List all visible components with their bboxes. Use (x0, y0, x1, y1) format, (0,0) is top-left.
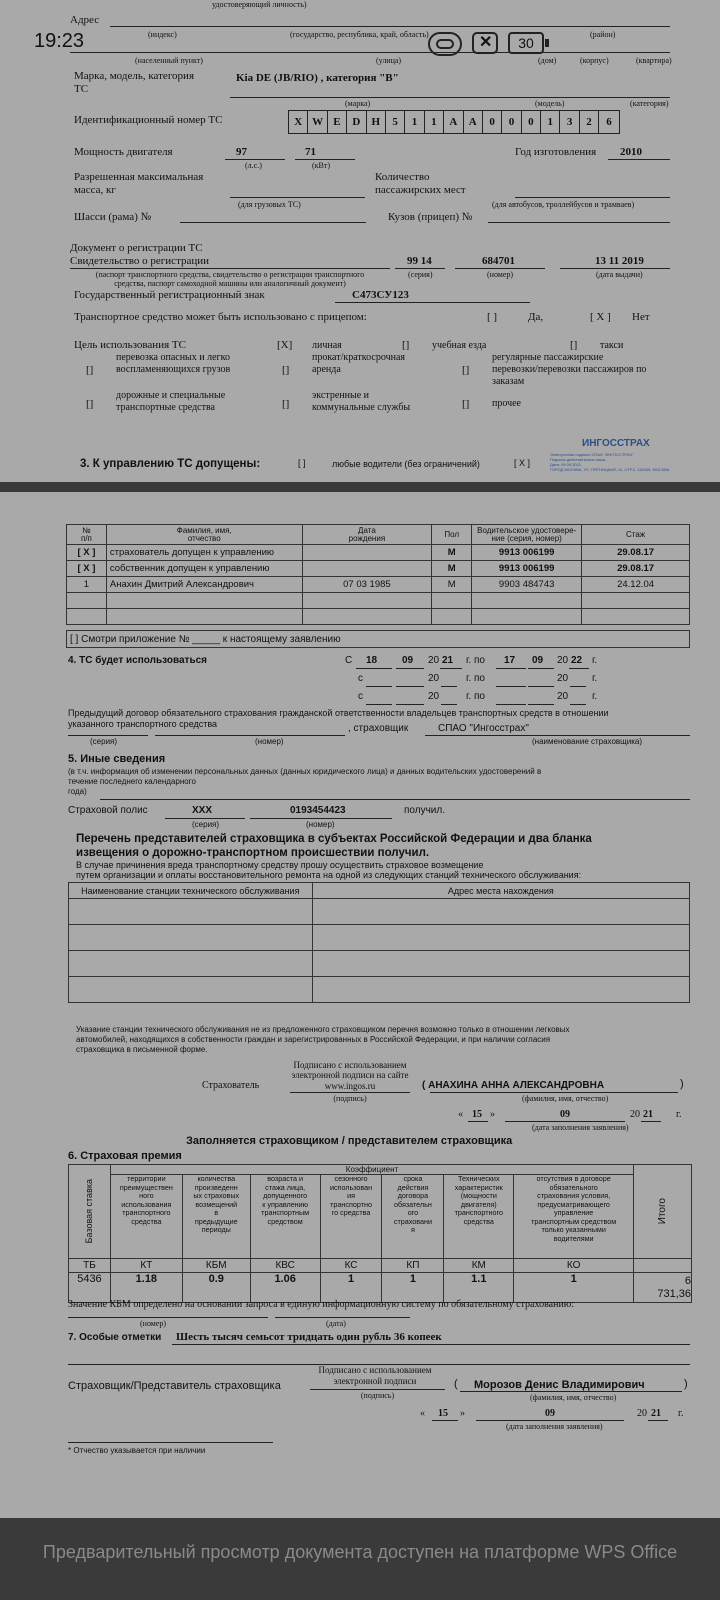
station-row (69, 899, 690, 925)
trailer-no: Нет (632, 311, 650, 323)
driver-cell (472, 593, 582, 609)
driver-cell (302, 593, 432, 609)
policy-number: 0193454423 (290, 805, 346, 816)
sign1-name-cap: (фамилия, имя, отчество) (522, 1094, 609, 1103)
prev-contract-insurer: СПАО "Ингосстрах" (438, 723, 529, 734)
purpose-road-box: [] (86, 398, 94, 410)
policy-cap-number: (номер) (306, 820, 335, 829)
driver-row (67, 545, 690, 561)
ingosstrakh-logo: ИНГОССТРАХ (582, 438, 650, 449)
kbm-text: Значение КБМ определено на основании запроса в единую информационную систему по обязательному страхованию: (68, 1299, 575, 1310)
sign1-year-prefix: 20 (630, 1109, 640, 1120)
policy-received: получил. (404, 805, 446, 816)
vin-char: 0 (502, 111, 521, 133)
total-label: Итого (657, 1198, 669, 1225)
sign1-site: www.ingos.ru (324, 1081, 376, 1091)
make-cap-model: (модель) (535, 99, 565, 108)
driver-row (67, 577, 690, 593)
driver-row (67, 609, 690, 625)
vin-char: D (347, 111, 366, 133)
sign1-name-close: ) (680, 1078, 684, 1090)
coef-value: 1.06 (250, 1273, 320, 1303)
seats-cap: (для автобусов, троллейбусов и трамваев) (492, 200, 635, 209)
period2-y1-prefix: 20 (428, 673, 440, 684)
coef-code: КП (382, 1259, 444, 1273)
status-time: 19:23 (34, 30, 85, 52)
coef-value: 1.1 (444, 1273, 514, 1303)
vin-char: 6 (606, 116, 612, 128)
drivers-col-license: Водительское удостовере- ние (серия, номер) (472, 525, 582, 545)
prev-cap-insurer: (наименование страховщика) (532, 737, 642, 746)
sign1-note: Подписано с использованием электронной подписи на сайте (291, 1060, 409, 1080)
power-cap-hp: (л.с.) (245, 161, 262, 170)
period3-y2-prefix: 20 (557, 691, 569, 702)
addr-cap-city: (населенный пункт) (135, 56, 203, 65)
period1-y2-prefix: 20 (557, 655, 569, 666)
period1-g: г. (592, 655, 598, 666)
driver-cell: 29.08.17 (582, 545, 690, 561)
sign1-day: 15 (472, 1109, 482, 1120)
purpose-rent: прокат/краткосрочная аренда (312, 352, 405, 375)
regdoc-cap-main: (паспорт транспортного средства, свидетельство о регистрации транспортного средства, паспорт самоходной машины или аналогичный документ) (95, 270, 365, 288)
battery-icon (508, 32, 544, 54)
coef-code: КМ (444, 1259, 514, 1273)
regdoc-number: 684701 (482, 255, 515, 267)
purpose-rent-box: [] (282, 364, 290, 376)
coef-desc: количества произведенн ых страховых возмещений в предыдущие периоды (182, 1175, 250, 1259)
battery-tip (545, 39, 549, 47)
period1-year2: 22 (571, 655, 583, 666)
coef-desc: сезонного использован ия транспортно го средства (320, 1175, 382, 1259)
reps-desc: В случае причинения вреда транспортному средству прошу осуществить страховое возмещение путем организации и оплаты восстановительного ремонта на одной из следующих станций технического обслуживания: (76, 860, 582, 880)
purpose-dangerous: перевозка опасных и легко воспламеняющихся грузов (116, 352, 231, 375)
section3-list-box: [ X ] (514, 458, 531, 468)
make-cap-brand: (марка) (345, 99, 371, 108)
purpose-other: прочее (492, 398, 521, 409)
purpose-label: Цель использования ТС (74, 339, 186, 351)
driver-cell: М (432, 577, 472, 593)
addr-cap-district: (район) (590, 30, 616, 39)
status-bar (0, 28, 720, 60)
wps-preview-banner[interactable]: Предварительный просмотр документа доступен на платформе WPS Office (42, 1542, 678, 1562)
coef-value: 1 (382, 1273, 444, 1303)
purpose-training-box: [] (402, 339, 410, 351)
sign2-date-close: » (460, 1408, 465, 1419)
coef-code: КТ (110, 1259, 182, 1273)
trailer-yes: Да, (528, 311, 544, 323)
plate-value: С473СУ123 (352, 289, 409, 301)
sign2-month: 09 (545, 1408, 555, 1419)
reps-title: Перечень представителей страховщика в субъектах Российской Федерации и два бланка извещения о дорожно-транспортном происшествии получил. (76, 833, 592, 859)
body-label: Кузов (прицеп) № (388, 211, 473, 223)
sign1-date-close: » (490, 1109, 495, 1120)
kbm-cap-date: (дата) (326, 1319, 346, 1328)
purpose-road: дорожные и специальные транспортные средства (116, 390, 226, 413)
plate-label: Государственный регистрационный знак (74, 289, 265, 301)
vin-char: A (444, 111, 463, 133)
section7-label: 7. Особые отметки (68, 1332, 162, 1343)
driver-cell (582, 593, 690, 609)
purpose-regular: регулярные пассажирские перевозки/перевозки пассажиров по заказам (492, 352, 647, 387)
appendix-note: [ ] Смотри приложение № _____ к настоящему заявлению (70, 634, 341, 645)
power-cap-kw: (кВт) (312, 161, 331, 170)
purpose-personal: личная (312, 340, 342, 351)
sign2-date-open: « (420, 1408, 425, 1419)
stations-col-name: Наименование станции технического обслуживания (69, 883, 313, 899)
period1-month2: 09 (532, 655, 544, 666)
document-page-bottom (0, 492, 720, 1518)
coef-value: 5436 (69, 1273, 111, 1303)
period1-s: С (345, 655, 353, 666)
close-box-icon: ✕ (472, 32, 498, 54)
coef-desc: возраста и стажа лица, допущенного к управлению транспортным средством (250, 1175, 320, 1259)
sign2-year-prefix: 20 (637, 1408, 647, 1419)
period3-y1-prefix: 20 (428, 691, 440, 702)
insurer-fill-title: Заполняется страховщиком / представителем страховщика (186, 1135, 513, 1147)
period3-s: с (358, 691, 363, 702)
drivers-col-exp: Стаж (582, 525, 690, 545)
period1-year1: 21 (442, 655, 454, 666)
driver-cell (106, 593, 302, 609)
purpose-taxi: такси (600, 340, 624, 351)
power-label: Мощность двигателя (74, 146, 173, 158)
driver-cell: 9913 006199 (472, 561, 582, 577)
total-header (634, 1165, 692, 1259)
regdoc-date: 13 11 2019 (595, 255, 644, 267)
year-label: Год изготовления (515, 146, 597, 158)
driver-cell (432, 593, 472, 609)
coef-desc: территории преимуществен ного использования транспортного средства (110, 1175, 182, 1259)
battery-level: 30 (518, 35, 534, 51)
sign1-name: ( АНАХИНА АННА АЛЕКСАНДРОВНА (422, 1080, 605, 1091)
sign2-note: Подписано с использованием электронной подписи (318, 1365, 432, 1386)
sign1-sign-cap: (подпись) (333, 1094, 367, 1103)
driver-cell: 9913 006199 (472, 545, 582, 561)
period1-to: г. по (466, 655, 485, 666)
regdoc-cap-number: (номер) (487, 270, 514, 279)
addr-cap-state: (государство, республика, край, область) (290, 30, 429, 39)
toggle-icon (428, 32, 462, 56)
driver-cell (302, 561, 432, 577)
driver-cell: Анахин Дмитрий Александрович (106, 577, 302, 593)
drivers-header-row (67, 525, 690, 545)
prev-cap-number: (номер) (255, 737, 284, 746)
mass-cap: (для грузовых ТС) (238, 200, 301, 209)
coef-header: Коэффициент (110, 1165, 633, 1175)
premium-table (68, 1164, 692, 1303)
driver-cell: [ X ] (67, 561, 107, 577)
base-rate-header (69, 1165, 111, 1259)
stations-col-address: Адрес места нахождения (312, 883, 689, 899)
period3-g: г. (592, 691, 598, 702)
sign1-date-cap: (дата заполнения заявления) (532, 1123, 629, 1132)
prev-cap-series: (серия) (90, 737, 118, 746)
period2-s: с (358, 673, 363, 684)
sign2-name: Морозов Денис Владимирович (474, 1379, 645, 1391)
period1-day1: 18 (366, 655, 378, 666)
purpose-emergency-box: [] (282, 398, 290, 410)
regdoc-cap-series: (серия) (408, 270, 433, 279)
station-row (69, 977, 690, 1003)
purpose-training: учебная езда (432, 340, 487, 351)
section3-any-box: [ ] (298, 458, 306, 468)
prev-contract-text: Предыдущий договор обязательного страхования гражданской ответственности владельцев транспортных средств в отношении указанного транспортного средства (68, 708, 609, 729)
period1-day2: 17 (504, 655, 516, 666)
period2-g: г. (592, 673, 598, 684)
document-page-top (0, 0, 720, 482)
section6-label: 6. Страховая премия (68, 1150, 182, 1162)
vin-char: 0 (483, 111, 502, 133)
sign2-name-cap: (фамилия, имя, отчество) (530, 1393, 617, 1402)
sign2-name-close: ) (684, 1378, 688, 1390)
sign1-month: 09 (560, 1109, 570, 1120)
vin-char: W (308, 111, 327, 133)
coef-desc: срока действия договора обязательн ого страховани я (382, 1175, 444, 1259)
footnote: * Отчество указывается при наличии (68, 1446, 206, 1455)
driver-cell: собственник допущен к управлению (106, 561, 302, 577)
drivers-col-name: Фамилия, имя, отчество (106, 525, 302, 545)
coef-value: 0.9 (182, 1273, 250, 1303)
addr-cap-index: (индекс) (148, 30, 177, 39)
period3-to: г. по (466, 691, 485, 702)
vin-char: 5 (386, 111, 405, 133)
section5-label: 5. Иные сведения (68, 753, 166, 765)
sign2-name-open: ( (454, 1378, 458, 1390)
vin-boxes (288, 110, 620, 134)
year-value: 2010 (620, 146, 642, 158)
coef-desc: отсутствия в договоре обязательного страхования условия, предусматривающего управление транспортным средством только указанными водителями (514, 1175, 634, 1259)
station-row (69, 951, 690, 977)
sign1-role: Страхователь (202, 1080, 260, 1091)
sign2-sign-cap: (подпись) (360, 1391, 395, 1400)
coef-code: КО (514, 1259, 634, 1273)
section3-label: 3. К управлению ТС допущены: (80, 458, 261, 470)
vin-char: A (464, 111, 483, 133)
driver-cell (472, 609, 582, 625)
purpose-emergency: экстренные и коммунальные службы (312, 390, 411, 413)
period1-month1: 09 (402, 655, 414, 666)
driver-cell: 24.12.04 (582, 577, 690, 593)
sign2-year: 21 (651, 1408, 661, 1419)
drivers-col-birth: Дата рождения (302, 525, 432, 545)
coef-code: КС (320, 1259, 382, 1273)
drivers-col-num: № п/п (67, 525, 107, 545)
vin-char: X (289, 111, 308, 133)
coef-value: 1.18 (110, 1273, 182, 1303)
section3-any: любые водители (без ограничений) (332, 459, 480, 469)
coef-code: КБМ (182, 1259, 250, 1273)
driver-cell: 9903 484743 (472, 577, 582, 593)
driver-cell: М (432, 561, 472, 577)
driver-cell (432, 609, 472, 625)
driver-row (67, 593, 690, 609)
sign1-g: г. (676, 1109, 682, 1120)
driver-cell: страхователь допущен к управлению (106, 545, 302, 561)
driver-cell: 1 (67, 577, 107, 593)
driver-row (67, 561, 690, 577)
regdoc-cap-date: (дата выдачи) (596, 270, 643, 279)
stations-note: Указание станции технического обслуживания не из предложенного страховщиком перечня возможно только в отношении легковых автомобилей, находящихся в собственности граждан и зарегистрированных в Российской Федерации, и при наличии согласия страховщика в письменной форме. (76, 1025, 570, 1054)
trailer-yes-box: [ ] (487, 311, 498, 323)
addr-cap-apartment: (квартира) (636, 56, 672, 65)
vin-char: 0 (522, 111, 541, 133)
driver-cell (302, 609, 432, 625)
vin-label: Идентификационный номер ТС (74, 114, 223, 126)
driver-cell (582, 609, 690, 625)
addr-cap-house: (дом) (538, 56, 557, 65)
vin-char: E (328, 111, 347, 133)
mass-label: Разрешенная максимальная масса, кг (74, 171, 204, 196)
regdoc-value: Свидетельство о регистрации (70, 255, 210, 267)
driver-cell: М (432, 545, 472, 561)
coef-value: 1 (514, 1273, 634, 1303)
driver-cell (67, 593, 107, 609)
sign2-day: 15 (438, 1408, 448, 1419)
make-cap-category: (категория) (630, 99, 669, 108)
sign2-role: Страховщик/Представитель страховщика (68, 1380, 281, 1392)
make-value: Kia DE (JB/RIO) , категория "B" (236, 72, 399, 84)
vin-char: 2 (580, 111, 599, 133)
sign2-g: г. (678, 1408, 684, 1419)
drivers-table (66, 524, 690, 625)
section4-label: 4. ТС будет использоваться (68, 655, 207, 666)
driver-cell: [ X ] (67, 545, 107, 561)
vin-char: 1 (405, 111, 424, 133)
driver-cell: 29.08.17 (582, 561, 690, 577)
coef-value: 1 (320, 1273, 382, 1303)
period2-y2-prefix: 20 (557, 673, 569, 684)
prev-contract-insurer-label: , страховщик (348, 723, 409, 734)
trailer-label: Транспортное средство может быть использовано с прицепом: (74, 311, 367, 323)
sign2-date-cap: (дата заполнения заявления) (506, 1422, 603, 1431)
section5-desc: (в т.ч. информация об изменении персональных данных (данных юридического лица) и данных водительских удостоверений в течение последнего календарного года) (68, 767, 542, 796)
regdoc-series: 99 14 (407, 255, 432, 267)
vin-char: 1 (541, 111, 560, 133)
policy-cap-series: (серия) (192, 820, 220, 829)
vin-char: 1 (425, 111, 444, 133)
period1-y1-prefix: 20 (428, 655, 440, 666)
driver-cell (67, 609, 107, 625)
power-kw: 71 (305, 146, 316, 158)
base-rate-label: Базовая ставка (84, 1179, 95, 1244)
coef-code: ТБ (69, 1259, 111, 1273)
make-label: Марка, модель, категория ТС (74, 70, 195, 95)
driver-cell: 07 03 1985 (302, 577, 432, 593)
driver-cell (302, 545, 432, 561)
purpose-taxi-box: [] (570, 339, 578, 351)
driver-cell (106, 609, 302, 625)
coef-desc: Технических характеристик (мощности двигателя) транспортного средства (444, 1175, 514, 1259)
drivers-col-sex: Пол (432, 525, 472, 545)
kbm-cap-number: (номер) (140, 1319, 167, 1328)
vin-char: 3 (560, 111, 579, 133)
addr-cap-street: (улица) (376, 56, 402, 65)
policy-label: Страховой полис (68, 805, 148, 816)
address-label: Адрес (70, 14, 100, 26)
service-stations-table (68, 882, 690, 1003)
section7-value: Шесть тысяч семьсот тридцать один рубль 36 копеек (176, 1331, 442, 1343)
premium-total: 6 731,36 (634, 1273, 692, 1303)
coef-code: КВС (250, 1259, 320, 1273)
purpose-dangerous-box: [] (86, 364, 94, 376)
vin-char: H (367, 111, 386, 133)
period2-to: г. по (466, 673, 485, 684)
seats-label: Количество пассажирских мест (375, 171, 466, 196)
power-hp: 97 (236, 146, 247, 158)
trailer-no-box: [ X ] (590, 311, 611, 323)
addr-cap-building: (корпус) (580, 56, 609, 65)
e-signature-stamp: Электронная подпись СПАО "ИНГОССТРАХ" Подпись действительна лишь Дата: 09.09.2021 ГОРОД МОСКВА, УЛ. ПЯТНИЦКАЯ, 12, СТР.2, 115035, МОСКВА (550, 452, 670, 472)
sign1-year: 21 (643, 1109, 653, 1120)
station-row (69, 925, 690, 951)
purpose-regular-box: [] (462, 364, 470, 376)
purpose-personal-box: [X] (277, 339, 293, 351)
sign1-date-open: « (458, 1109, 463, 1120)
id-doc-caption: удостоверяющий личность) (212, 0, 307, 9)
chassis-label: Шасси (рама) № (74, 211, 152, 223)
policy-series: XXX (192, 805, 213, 816)
purpose-other-box: [] (462, 398, 470, 410)
regdoc-label: Документ о регистрации ТС (70, 242, 203, 254)
